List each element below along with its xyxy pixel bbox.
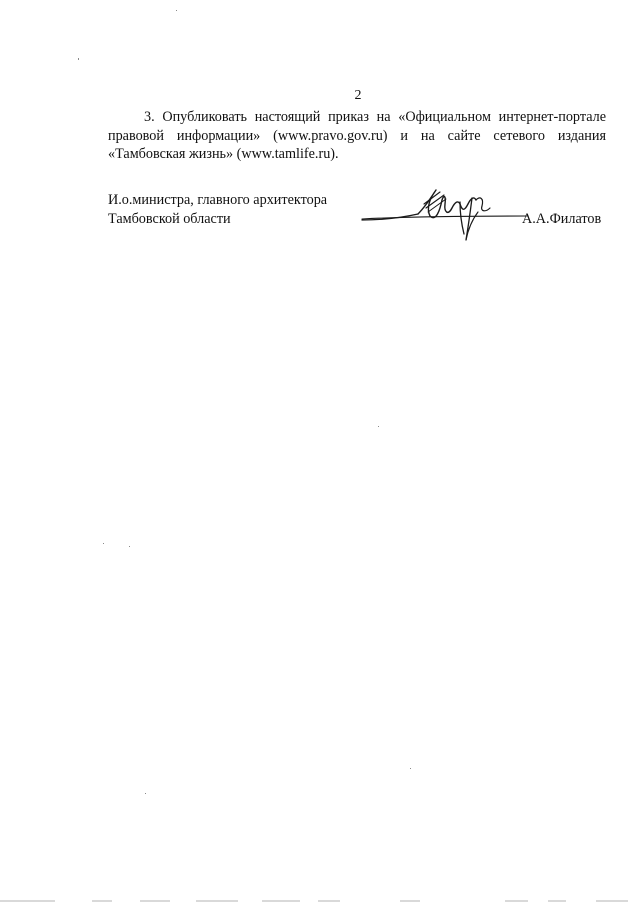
- paragraph-line-3: «Тамбовская жизнь» (www.tamlife.ru).: [108, 146, 339, 162]
- paragraph-line-1: 3. Опубликовать настоящий приказ на «Официальном интернет-портале: [144, 109, 606, 125]
- signatory-position-line-1: И.о.министра, главного архитектора: [108, 192, 328, 208]
- paragraph-line-2: правовой информации» (www.pravo.gov.ru) и на сайте сетевого издания: [108, 127, 606, 144]
- publication-paragraph: [108, 108, 606, 164]
- page-number: 2: [354, 88, 362, 103]
- signatory-position-line-2: Тамбовской области: [108, 210, 231, 227]
- signatory-name: А.А.Филатов: [522, 211, 602, 227]
- signatory-position: [108, 191, 358, 228]
- handwritten-signature-icon: [360, 186, 530, 248]
